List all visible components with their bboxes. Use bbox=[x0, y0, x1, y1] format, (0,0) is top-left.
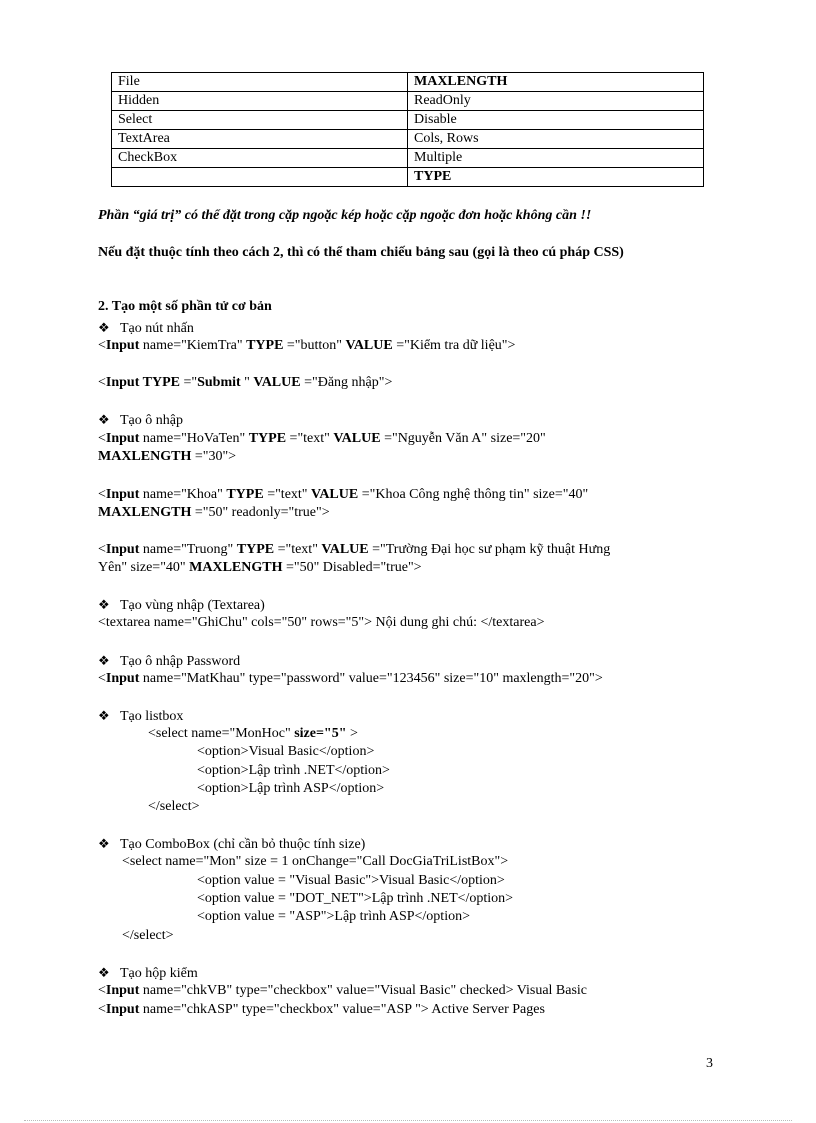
code-line-select-close: </select> bbox=[148, 799, 200, 814]
css-reference-note: Nếu đặt thuộc tính theo cách 2, thì có thể tham chiếu bảng sau (gọi là theo cú pháp CSS) bbox=[98, 245, 624, 260]
table-row bbox=[112, 111, 704, 130]
diamond-bullet-icon: ❖ bbox=[98, 836, 110, 851]
page-bottom-divider bbox=[24, 1120, 792, 1121]
table-cell: Select bbox=[112, 111, 408, 130]
code-line-combo-option: <option value = "Visual Basic">Visual Basic</option> bbox=[197, 873, 505, 888]
code-line-textarea: <textarea name="GhiChu" cols="50" rows="5"> Nội dung ghi chú: </textarea> bbox=[98, 615, 545, 630]
table-cell: File bbox=[112, 73, 408, 92]
page-number: 3 bbox=[706, 1056, 713, 1071]
code-line-option: <option>Lập trình .NET</option> bbox=[197, 763, 390, 778]
code-line-password: <Input name="MatKhau" type="password" value="123456" size="10" maxlength="20"> bbox=[98, 671, 603, 686]
code-line-option: <option>Visual Basic</option> bbox=[197, 744, 375, 759]
table-row bbox=[112, 92, 704, 111]
code-line-truong-cont: Yên" size="40" MAXLENGTH ="50" Disabled="true"> bbox=[98, 560, 422, 575]
code-line-combo-open: <select name="Mon" size = 1 onChange="Call DocGiaTriListBox"> bbox=[122, 854, 509, 869]
code-line-chkvb: <Input name="chkVB" type="checkbox" value="Visual Basic" checked> Visual Basic bbox=[98, 983, 588, 998]
code-line-hovaten-cont: MAXLENGTH ="30"> bbox=[98, 449, 237, 464]
attribute-table bbox=[111, 72, 704, 187]
table-cell: Cols, Rows bbox=[408, 130, 704, 149]
diamond-bullet-icon: ❖ bbox=[98, 653, 110, 668]
table-cell: MAXLENGTH bbox=[408, 73, 704, 92]
bullet-listbox-title: ❖ Tạo listbox bbox=[98, 708, 184, 724]
code-line-khoa-cont: MAXLENGTH ="50" readonly="true"> bbox=[98, 505, 330, 520]
code-line-combo-option: <option value = "ASP">Lập trình ASP</option> bbox=[197, 909, 470, 924]
table-cell: CheckBox bbox=[112, 149, 408, 168]
code-line-combo-option: <option value = "DOT_NET">Lập trình .NET</option> bbox=[197, 891, 514, 906]
table-cell bbox=[112, 168, 408, 187]
code-line-hovaten: <Input name="HoVaTen" TYPE ="text" VALUE ="Nguyễn Văn A" size="20" bbox=[98, 431, 546, 446]
code-line-combo-close: </select> bbox=[122, 928, 174, 943]
value-quote-note: Phần “giá trị” có thể đặt trong cặp ngoặc kép hoặc cặp ngoặc đơn hoặc không cần !! bbox=[98, 208, 592, 223]
bullet-text-title: ❖ Tạo ô nhập bbox=[98, 412, 183, 428]
table-cell: Disable bbox=[408, 111, 704, 130]
table-cell: TYPE bbox=[408, 168, 704, 187]
table-row bbox=[112, 168, 704, 187]
diamond-bullet-icon: ❖ bbox=[98, 708, 110, 723]
diamond-bullet-icon: ❖ bbox=[98, 597, 110, 612]
bullet-combobox-title: ❖ Tạo ComboBox (chỉ cần bỏ thuộc tính size) bbox=[98, 836, 366, 852]
code-line-select-open: <select name="MonHoc" size="5" > bbox=[148, 726, 358, 741]
section-title: 2. Tạo một số phần tử cơ bản bbox=[98, 299, 272, 314]
code-line-button: <Input name="KiemTra" TYPE ="button" VALUE ="Kiểm tra dữ liệu"> bbox=[98, 338, 516, 353]
table-row bbox=[112, 73, 704, 92]
bullet-checkbox-title: ❖ Tạo hộp kiểm bbox=[98, 965, 198, 981]
bullet-password-title: ❖ Tạo ô nhập Password bbox=[98, 653, 241, 669]
code-line-option: <option>Lập trình ASP</option> bbox=[197, 781, 385, 796]
table-row bbox=[112, 149, 704, 168]
table-cell: TextArea bbox=[112, 130, 408, 149]
bullet-textarea-title: ❖ Tạo vùng nhập (Textarea) bbox=[98, 597, 265, 613]
code-line-truong: <Input name="Truong" TYPE ="text" VALUE ="Trường Đại học sư phạm kỹ thuật Hưng bbox=[98, 542, 611, 557]
code-line-khoa: <Input name="Khoa" TYPE ="text" VALUE ="Khoa Công nghệ thông tin" size="40" bbox=[98, 487, 589, 502]
table-row bbox=[112, 130, 704, 149]
table-cell: ReadOnly bbox=[408, 92, 704, 111]
code-line-submit: <Input TYPE ="Submit " VALUE ="Đăng nhập"> bbox=[98, 375, 393, 390]
bullet-button-title: ❖ Tạo nút nhấn bbox=[98, 320, 194, 336]
table-cell: Multiple bbox=[408, 149, 704, 168]
diamond-bullet-icon: ❖ bbox=[98, 320, 110, 335]
diamond-bullet-icon: ❖ bbox=[98, 965, 110, 980]
code-line-chkasp: <Input name="chkASP" type="checkbox" value="ASP "> Active Server Pages bbox=[98, 1002, 545, 1017]
table-cell: Hidden bbox=[112, 92, 408, 111]
diamond-bullet-icon: ❖ bbox=[98, 412, 110, 427]
